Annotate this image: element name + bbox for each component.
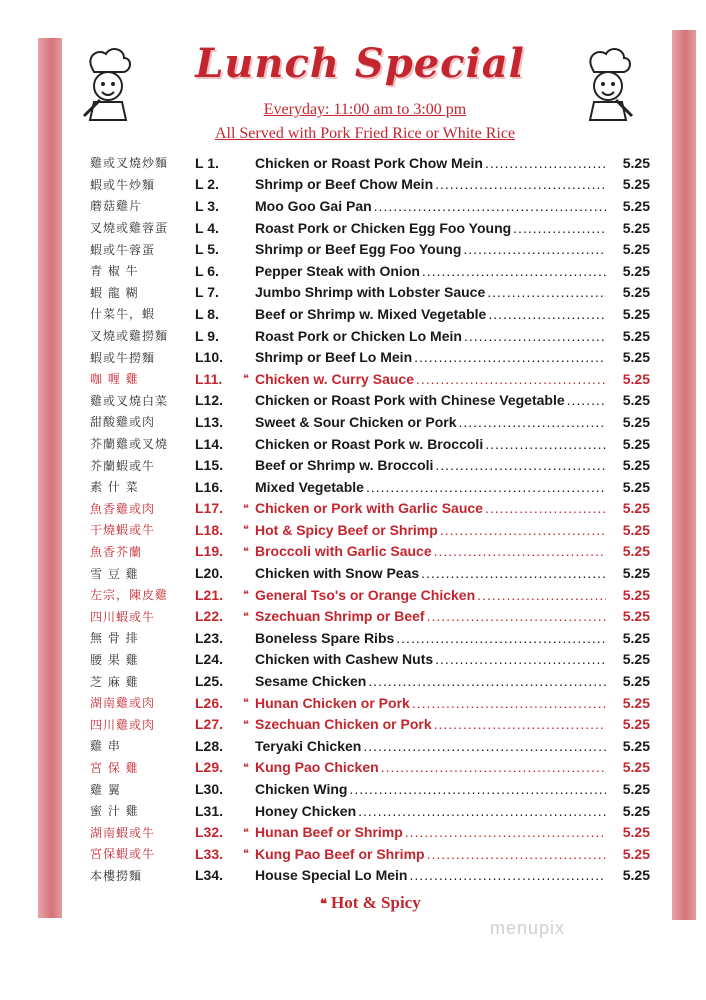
chili-pepper-icon: ❝ [243,718,249,731]
hours-text: Everyday: 11:00 am to 3:00 pm [263,101,467,118]
dot-leader [567,392,606,408]
menu-item-name: Sweet & Sour Chicken or Pork [255,413,457,430]
dot-leader [485,500,606,516]
menu-item-name: Hot & Spicy Beef or Shrimp [255,521,438,538]
dot-leader [459,414,607,430]
menu-item [90,713,650,735]
menu-item-price: 5.25 [622,219,650,236]
menu-item [90,865,650,887]
dot-leader [435,176,606,192]
menu-item-code: L21. [195,586,224,603]
menu-item-code: L23. [195,629,224,646]
menu-item-price: 5.25 [622,370,650,387]
menu-item [90,541,650,563]
chili-pepper-icon: ❝ [243,373,249,386]
menu-item-chinese-name: 四川雞或肉 [90,717,156,732]
menu-item-code: L25. [195,673,224,690]
page-title: Lunch Special [195,40,525,87]
menu-item-code: L31. [195,802,224,819]
menu-item-price: 5.25 [622,241,650,258]
menu-item-name: Szechuan Shrimp or Beef [255,608,425,625]
menu-item-price: 5.25 [622,413,650,430]
menu-item-name: Hunan Chicken or Pork [255,694,410,711]
menu-item-name: Szechuan Chicken or Pork [255,716,432,733]
chili-pepper-icon: ❝ [243,502,249,515]
menu-item-name: Kung Pao Beef or Shrimp [255,845,425,862]
chili-pepper-icon: ❝ [243,524,249,537]
menu-item-code: L11. [195,370,223,387]
spicy-legend [320,893,470,913]
menu-item-code: L22. [195,608,224,625]
menu-item-name: Honey Chicken [255,802,357,819]
menu-item-name: Mixed Vegetable [255,478,364,495]
menu-item-price: 5.25 [622,629,650,646]
menu-item [90,260,650,282]
menu-item-name: House Special Lo Mein [255,867,408,884]
menu-item-code: L13. [195,413,224,430]
menu-item-code: L27. [195,716,224,733]
menu-item-code: L16. [195,478,224,495]
menu-item-name: Shrimp or Beef Egg Foo Young [255,241,462,258]
menu-item-name: Roast Pork or Chicken Lo Mein [255,327,462,344]
dot-leader [368,673,606,689]
dot-leader [396,630,606,646]
menu-item-price: 5.25 [622,651,650,668]
menu-item-chinese-name: 宮 保 雞 [90,760,139,775]
menu-item-code: L 9. [195,327,219,344]
menu-item-name: Kung Pao Chicken [255,759,379,776]
menu-item-chinese-name: 蝦或牛炒麵 [90,177,156,192]
menu-item-code: L 2. [195,176,219,193]
chef-illustration-left [80,46,136,124]
dot-leader [416,371,606,387]
menu-item-price: 5.25 [622,781,650,798]
menu-item-price: 5.25 [622,327,650,344]
menu-item-price: 5.25 [622,349,650,366]
dot-leader [485,155,606,171]
menu-item-code: L 3. [195,197,219,214]
menu-item-name: Boneless Spare Ribs [255,629,395,646]
menu-item-price: 5.25 [622,565,650,582]
dot-leader [427,608,606,624]
dot-leader [477,587,606,603]
menu-item [90,346,650,368]
menu-item-code: L12. [195,392,224,409]
menu-item-chinese-name: 本樓撈麵 [90,868,143,883]
menu-item-price: 5.25 [622,608,650,625]
menu-item-chinese-name: 蘑菇雞片 [90,199,143,214]
menu-item [90,757,650,779]
menu-item [90,476,650,498]
menu-item-price: 5.25 [622,867,650,884]
menu-item-chinese-name: 雞 翼 [90,782,121,797]
chili-pepper-icon: ❝ [320,896,327,911]
menu-item-code: L18. [195,521,224,538]
dot-leader [422,263,606,279]
dot-leader [440,522,606,538]
menu-item-price: 5.25 [622,694,650,711]
menu-item-chinese-name: 什菜牛，蝦 [90,307,156,322]
menu-item-chinese-name: 蝦或牛蓉蛋 [90,242,156,257]
menu-item-price: 5.25 [622,716,650,733]
menu-item [90,627,650,649]
dot-leader [435,651,606,667]
menu-item-chinese-name: 叉燒或雞撈麵 [90,329,169,344]
served-with-text: All Served with Pork Fried Rice or White Rice [214,125,516,142]
menu-item-chinese-name: 蜜 汁 雞 [90,804,139,819]
menu-item [90,303,650,325]
menu-item-name: Sesame Chicken [255,673,367,690]
menu-item-name: Teryaki Chicken [255,737,362,754]
menu-item [90,325,650,347]
menu-item-price: 5.25 [622,305,650,322]
menu-item-name: General Tso's or Orange Chicken [255,586,476,603]
menu-item [90,390,650,412]
menu-item-chinese-name: 魚香芥蘭 [90,544,143,559]
menu-item-chinese-name: 青 椒 牛 [90,264,139,279]
dot-leader [374,198,606,214]
menu-item-price: 5.25 [622,478,650,495]
menu-item-price: 5.25 [622,154,650,171]
menu-item-code: L32. [195,824,224,841]
dot-leader [435,457,606,473]
menu-item-chinese-name: 左宗，陳皮雞 [90,588,169,603]
menu-item [90,217,650,239]
menu-item [90,778,650,800]
menu-item-code: L 4. [195,219,219,236]
dot-leader [485,436,606,452]
menu-item-chinese-name: 雞或叉燒炒麵 [90,156,169,171]
watermark: menupix [490,918,566,938]
menu-item-chinese-name: 湖南雞或肉 [90,696,156,711]
menu-item [90,411,650,433]
menu-item-name: Chicken with Snow Peas [255,565,420,582]
dot-leader [349,781,606,797]
menu-item-chinese-name: 蝦 龍 糊 [90,285,139,300]
menu-item-price: 5.25 [622,392,650,409]
menu-item-code: L 8. [195,305,219,322]
menu-item [90,282,650,304]
menu-item-chinese-name: 蝦或牛撈麵 [90,350,156,365]
menu-item-name: Beef or Shrimp w. Mixed Vegetable [255,305,487,322]
menu-item [90,433,650,455]
chili-pepper-icon: ❝ [243,761,249,774]
chef-illustration-right [580,46,636,124]
chili-pepper-icon: ❝ [243,826,249,839]
menu-item-price: 5.25 [622,457,650,474]
chili-pepper-icon: ❝ [243,848,249,861]
left-decorative-bar [38,38,62,918]
menu-item-chinese-name: 咖 喱 雞 [90,372,139,387]
menu-item-chinese-name: 無 骨 排 [90,631,139,646]
menu-item [90,195,650,217]
menu-item [90,605,650,627]
menu-item-code: L30. [195,781,224,798]
dot-leader [409,867,606,883]
menu-item-code: L24. [195,651,224,668]
menu-item-chinese-name: 魚香雞或肉 [90,501,156,516]
menu-item-price: 5.25 [622,737,650,754]
menu-item [90,800,650,822]
menu-item [90,584,650,606]
menu-item-price: 5.25 [622,824,650,841]
menu-item-code: L20. [195,565,224,582]
menu-item-chinese-name: 甜酸雞或肉 [90,415,156,430]
menu-item-price: 5.25 [622,802,650,819]
menu-item-name: Roast Pork or Chicken Egg Foo Young [255,219,512,236]
menu-item-name: Moo Goo Gai Pan [255,197,372,214]
dot-leader [434,716,606,732]
chili-pepper-icon: ❝ [243,545,249,558]
dot-leader [358,803,606,819]
menu-item-name: Chicken or Roast Pork Chow Mein [255,154,483,171]
menu-item-price: 5.25 [622,673,650,690]
menu-item-name: Shrimp or Beef Lo Mein [255,349,413,366]
menu-item [90,238,650,260]
menu-item [90,454,650,476]
menu-item [90,174,650,196]
menu-item-name: Broccoli with Garlic Sauce [255,543,432,560]
menu-item-price: 5.25 [622,759,650,776]
menu-item-name: Pepper Steak with Onion [255,262,420,279]
menu-item-code: L17. [195,500,224,517]
menu-item-name: Shrimp or Beef Chow Mein [255,176,434,193]
menu-item-price: 5.25 [622,521,650,538]
menu-item-chinese-name: 湖南蝦或牛 [90,825,156,840]
menu-item-name: Jumbo Shrimp with Lobster Sauce [255,284,486,301]
menu-item-code: L 1. [195,154,219,171]
menu-item-code: L10. [195,349,224,366]
menu-item-code: L29. [195,759,224,776]
menu-item-chinese-name: 芥蘭雞或叉燒 [90,437,169,452]
menu-item-code: L 6. [195,262,219,279]
menu-item-chinese-name: 宮保蝦或牛 [90,847,156,862]
menu-item-price: 5.25 [622,176,650,193]
menu-item-name: Chicken w. Curry Sauce [255,370,414,387]
spicy-legend-label: Hot & Spicy [331,893,421,912]
dot-leader [513,220,606,236]
menu-item-chinese-name: 芝 麻 雞 [90,674,139,689]
menu-item [90,562,650,584]
menu-item-chinese-name: 雞 串 [90,739,121,754]
dot-leader [412,695,606,711]
menu-item-name: Chicken with Cashew Nuts [255,651,434,668]
menu-item-code: L14. [195,435,224,452]
menu-item-code: L33. [195,845,224,862]
menu-item [90,368,650,390]
chili-pepper-icon: ❝ [243,697,249,710]
menu-item-chinese-name: 雞或叉燒白菜 [90,393,169,408]
menu-item-code: L19. [195,543,224,560]
menu-item [90,649,650,671]
menu-item-chinese-name: 干燒蝦或牛 [90,523,156,538]
dot-leader [381,759,606,775]
menu-item [90,152,650,174]
menu-item-chinese-name: 腰 果 雞 [90,652,139,667]
dot-leader [405,824,606,840]
menu-item [90,670,650,692]
right-decorative-bar [672,30,696,920]
dot-leader [427,846,606,862]
menu-item-name: Chicken or Roast Pork w. Broccoli [255,435,484,452]
menu-item-code: L 7. [195,284,219,301]
dot-leader [487,284,606,300]
menu-item-chinese-name: 素 什 菜 [90,480,139,495]
chili-pepper-icon: ❝ [243,610,249,623]
menu-item-price: 5.25 [622,543,650,560]
menu-item-price: 5.25 [622,197,650,214]
dot-leader [463,241,606,257]
menu-item-code: L 5. [195,241,219,258]
menu-item-code: L34. [195,867,224,884]
menu-list [90,152,650,886]
menu-item-code: L28. [195,737,224,754]
menu-item-chinese-name: 雪 豆 雞 [90,566,139,581]
menu-item-name: Chicken or Roast Pork with Chinese Vegetable [255,392,565,409]
menu-item-price: 5.25 [622,586,650,603]
menu-item [90,692,650,714]
dot-leader [414,349,606,365]
menu-item [90,519,650,541]
menu-item [90,735,650,757]
menu-item-price: 5.25 [622,845,650,862]
dot-leader [421,565,606,581]
menu-item-price: 5.25 [622,262,650,279]
menu-item-code: L26. [195,694,224,711]
menu-item-price: 5.25 [622,500,650,517]
menu-item-name: Hunan Beef or Shrimp [255,824,403,841]
dot-leader [434,543,606,559]
dot-leader [464,328,606,344]
menu-item-price: 5.25 [622,284,650,301]
menu-item-name: Chicken or Pork with Garlic Sauce [255,500,483,517]
menu-item-name: Beef or Shrimp w. Broccoli [255,457,434,474]
chili-pepper-icon: ❝ [243,589,249,602]
menu-item-chinese-name: 叉燒或雞蓉蛋 [90,221,169,236]
menu-item-price: 5.25 [622,435,650,452]
dot-leader [363,738,606,754]
menu-item-name: Chicken Wing [255,781,348,798]
menu-item [90,843,650,865]
dot-leader [488,306,606,322]
menu-item [90,498,650,520]
menu-item-chinese-name: 芥蘭蝦或牛 [90,458,156,473]
menu-item-chinese-name: 四川蝦或牛 [90,609,156,624]
menu-item-code: L15. [195,457,224,474]
menu-item [90,821,650,843]
dot-leader [366,479,606,495]
